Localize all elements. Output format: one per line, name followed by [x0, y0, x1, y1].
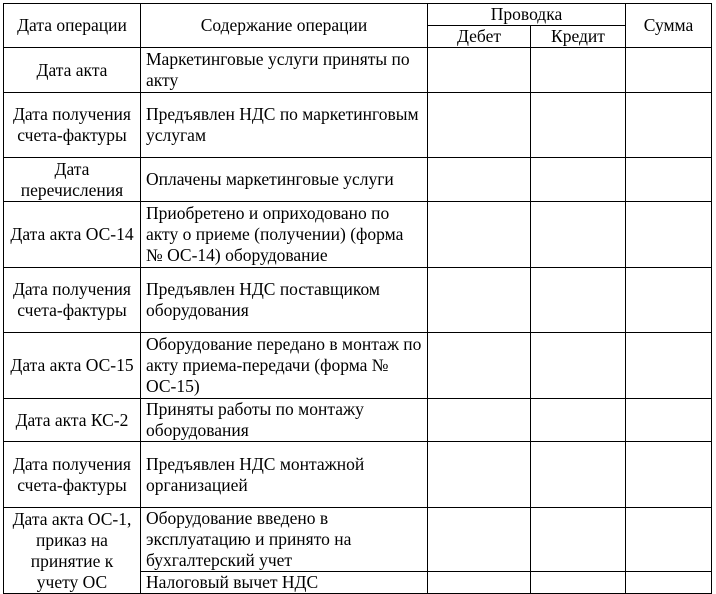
debit-cell — [428, 508, 531, 572]
row-content: Приняты работы по монтажу оборудования — [141, 399, 428, 442]
posting-table — [3, 3, 712, 594]
header-content: Содержание операции — [141, 4, 428, 48]
credit-cell — [531, 572, 626, 594]
row-date: Дата акта — [4, 48, 141, 93]
header-credit: Кредит — [531, 26, 626, 48]
sum-cell — [626, 158, 712, 202]
row-date: Дата получения счета-фактуры — [4, 93, 141, 158]
debit-cell — [428, 442, 531, 508]
credit-cell — [531, 158, 626, 202]
sum-cell — [626, 93, 712, 158]
table-row — [4, 93, 712, 158]
credit-cell — [531, 93, 626, 158]
debit-cell — [428, 572, 531, 594]
row-content: Оборудование передано в монтаж по акту приема-передачи (форма № ОС-15) — [141, 333, 428, 399]
debit-cell — [428, 333, 531, 399]
row-date: Дата акта ОС-15 — [4, 333, 141, 399]
table-row — [4, 158, 712, 202]
credit-cell — [531, 202, 626, 268]
row-date: Дата акта ОС-1, приказ на принятие к учету ОС — [4, 508, 141, 594]
debit-cell — [428, 399, 531, 442]
credit-cell — [531, 268, 626, 333]
header-sum: Сумма — [626, 4, 712, 48]
row-date: Дата перечисления — [4, 158, 141, 202]
debit-cell — [428, 202, 531, 268]
table-row — [4, 399, 712, 442]
row-date: Дата получения счета-фактуры — [4, 268, 141, 333]
header-date: Дата операции — [4, 4, 141, 48]
credit-cell — [531, 48, 626, 93]
debit-cell — [428, 158, 531, 202]
row-date: Дата получения счета-фактуры — [4, 442, 141, 508]
table-row — [4, 268, 712, 333]
debit-cell — [428, 268, 531, 333]
row-content: Предъявлен НДС монтажной организацией — [141, 442, 428, 508]
row-content: Предъявлен НДС поставщиком оборудования — [141, 268, 428, 333]
credit-cell — [531, 333, 626, 399]
row-content: Налоговый вычет НДС — [141, 572, 428, 594]
debit-cell — [428, 48, 531, 93]
sum-cell — [626, 202, 712, 268]
sum-cell — [626, 399, 712, 442]
debit-cell — [428, 93, 531, 158]
table-row — [4, 508, 712, 572]
header-debit: Дебет — [428, 26, 531, 48]
table-row — [4, 202, 712, 268]
row-content: Оплачены маркетинговые услуги — [141, 158, 428, 202]
row-content: Предъявлен НДС по маркетинговым услугам — [141, 93, 428, 158]
sum-cell — [626, 508, 712, 572]
sum-cell — [626, 268, 712, 333]
row-content: Маркетинговые услуги приняты по акту — [141, 48, 428, 93]
sum-cell — [626, 442, 712, 508]
row-content: Оборудование введено в эксплуатацию и принято на бухгалтерский учет — [141, 508, 428, 572]
row-date: Дата акта ОС-14 — [4, 202, 141, 268]
sum-cell — [626, 333, 712, 399]
credit-cell — [531, 508, 626, 572]
credit-cell — [531, 442, 626, 508]
header-posting: Проводка — [428, 4, 626, 26]
table-row — [4, 333, 712, 399]
row-content: Приобретено и оприходовано по акту о приеме (получении) (форма № ОС-14) оборудование — [141, 202, 428, 268]
credit-cell — [531, 399, 626, 442]
row-date: Дата акта КС-2 — [4, 399, 141, 442]
sum-cell — [626, 48, 712, 93]
sum-cell — [626, 572, 712, 594]
table-row — [4, 442, 712, 508]
table-row — [4, 48, 712, 93]
